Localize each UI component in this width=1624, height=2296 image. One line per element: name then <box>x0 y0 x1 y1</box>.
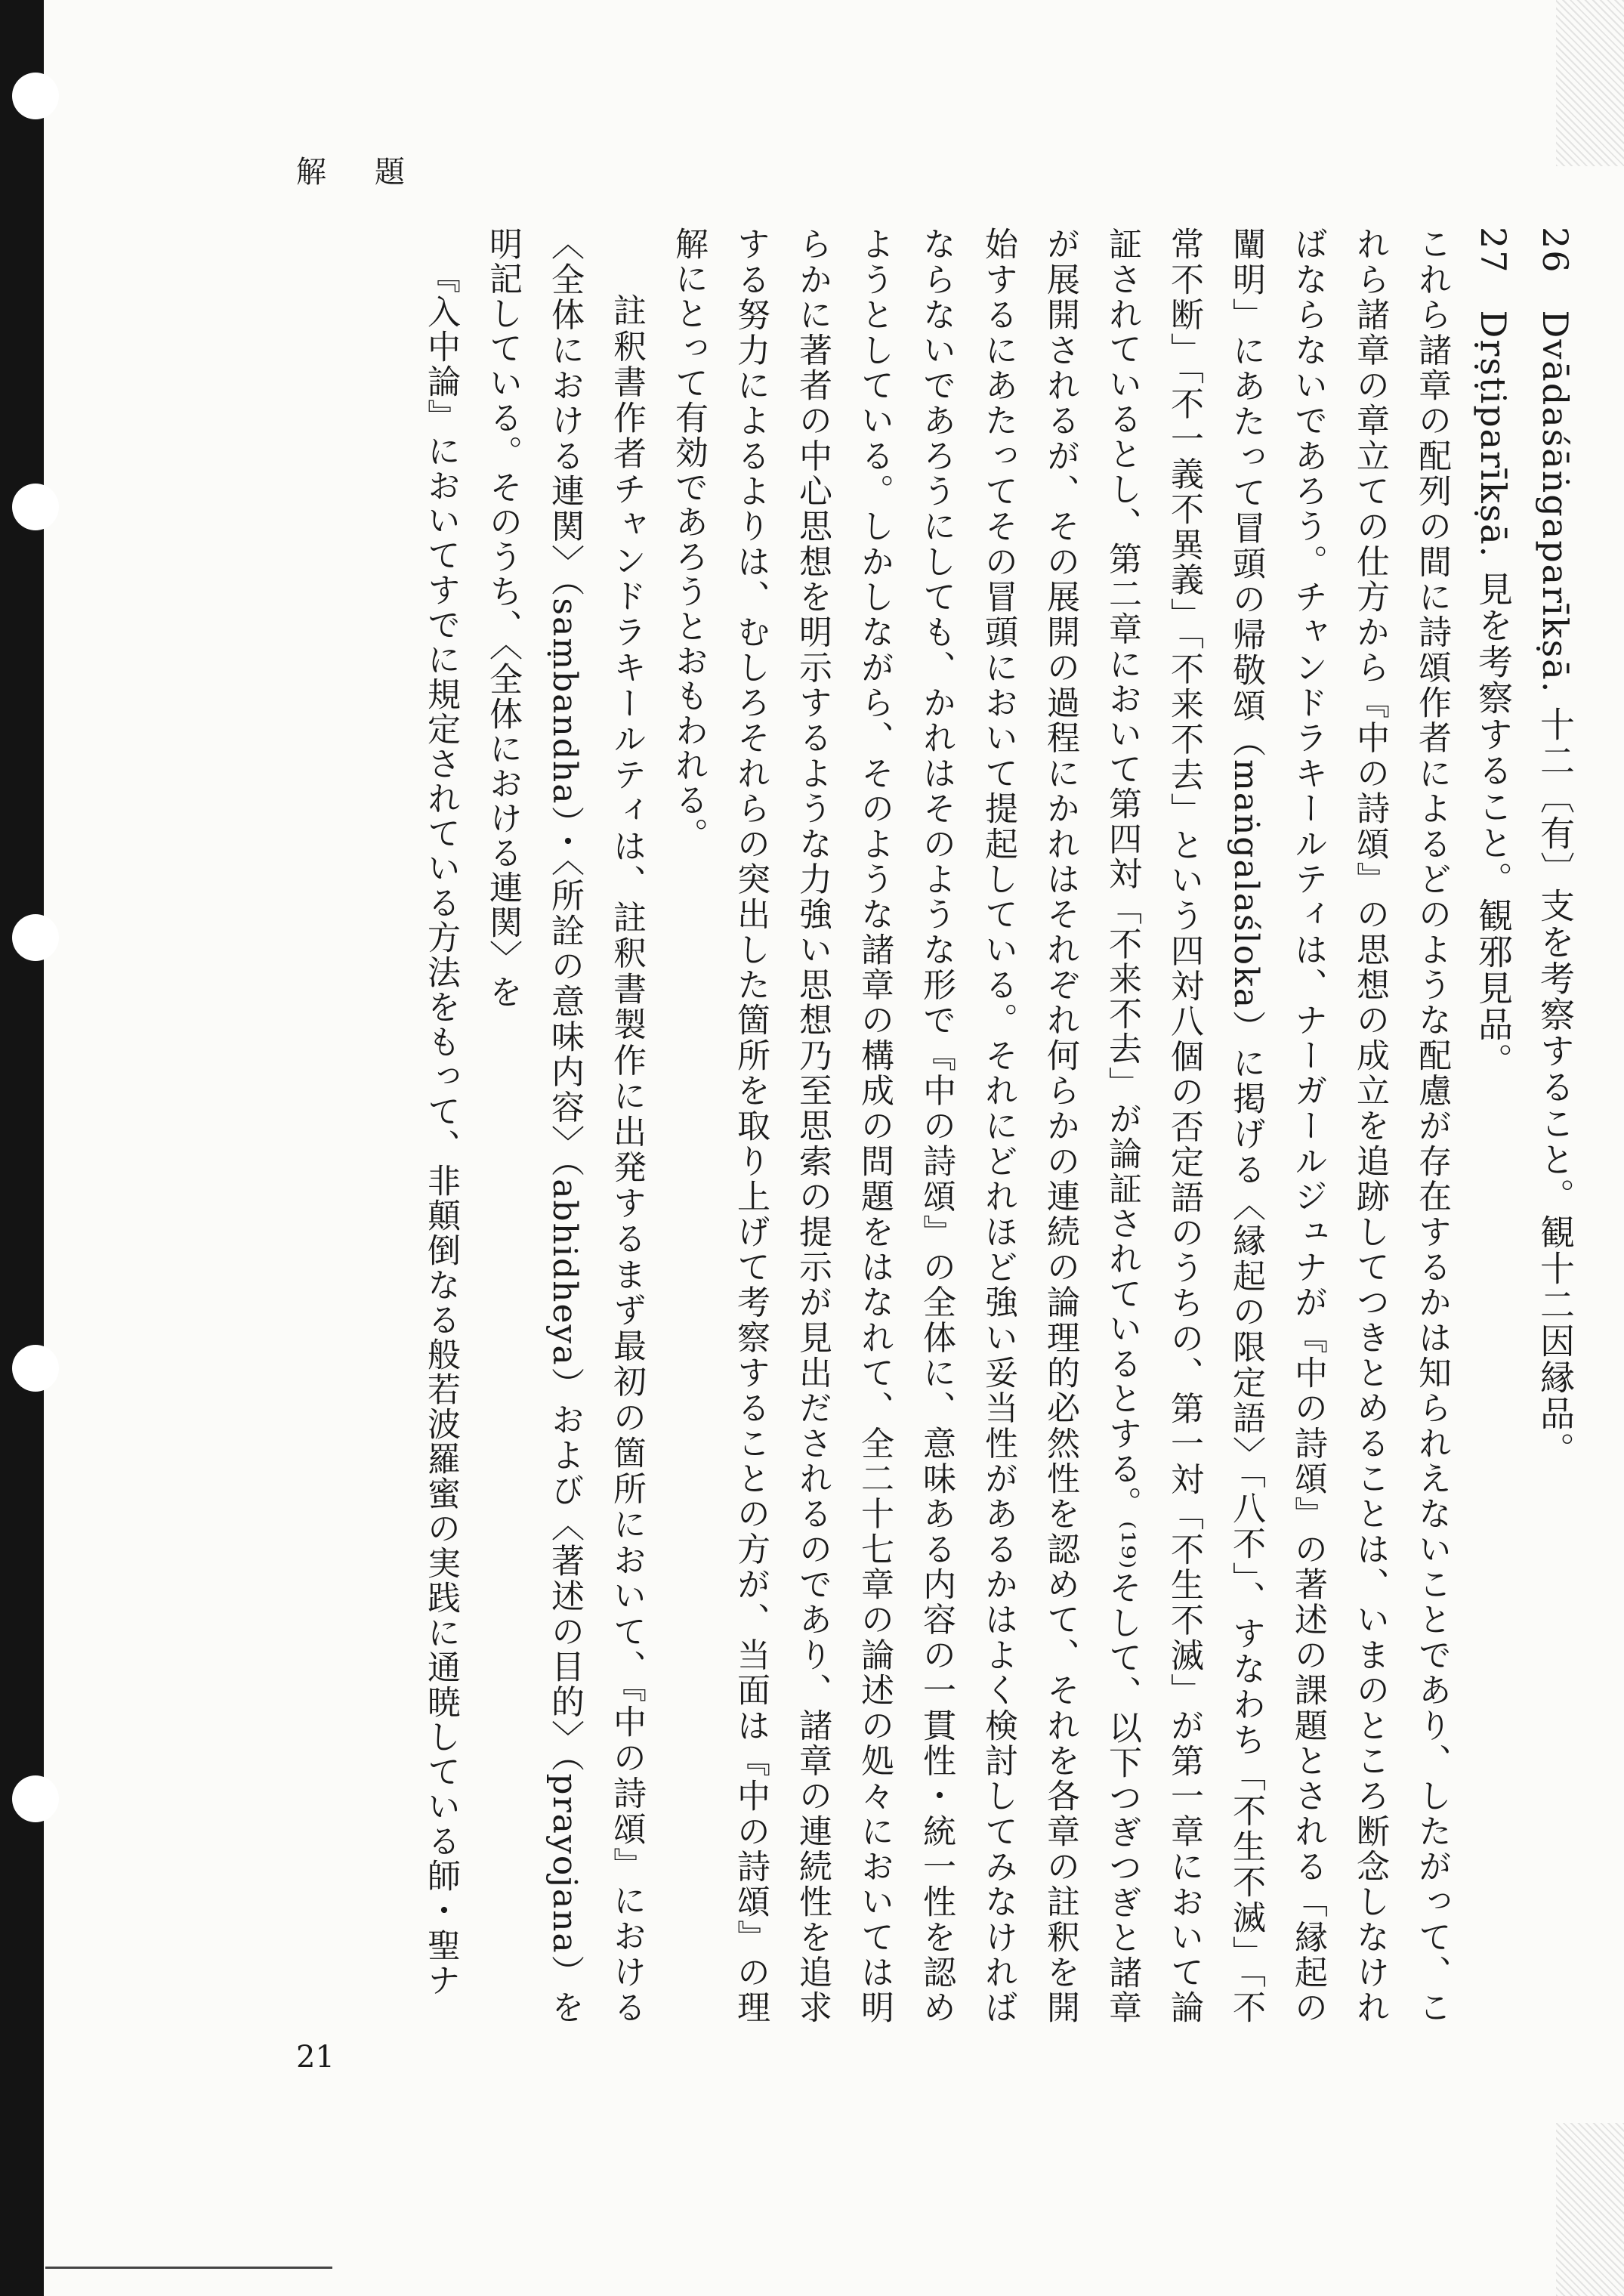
punch-hole <box>12 914 59 961</box>
body-paragraph: 註釈書作者チャンドラキールティは、註釈書製作に出発するまず最初の箇所において、『中の詩頌』における〈全体における連関〉（saṃbandha）・〈所詮の意味内容〉（abhidheya）および〈著述の目的〉（prayojana）を明記している。そのうち、〈全体における連関〉を <box>483 227 646 2025</box>
body-paragraph: これら諸章の配列の間に詩頌作者によるどのような配慮が存在するかは知られえないことであり、したがって、これら諸章の章立ての仕方から『中の詩頌』の思想の成立を追跡してつきとめることは、いまのところ断念しなければならないであろう。チャンドラキールティは、ナーガールジュナが『中の詩頌』の著述の課題とされる「縁起の闡明」にあたって冒頭の帰敬頌（maṅgalaśloka）に掲げる〈縁起の限定語〉「八不」、すなわち「不生不滅」「不常不断」「不一義不異義」「不来不去」という四対八個の否定語のうちの、第一対「不生不滅」が第一章において論証されているとし、第二章において第四対「不来不去」が論証されているとする。⁽¹⁹⁾そして、以下つぎつぎと諸章が展開されるが、その展開の過程にかれはそれぞれ何らかの連続の論理的必然性を認めて、それを各章の註釈を開始するにあたってその冒頭において提起している。それにどれほど強い妥当性があるかはよく検討してみなければならないであろうにしても、かれはそのような形で『中の詩頌』の全体に、意味ある内容の一貫性・統一性を認めようとしている。しかしながら、そのような諸章の構成の問題をはなれて、全二十七章の論述の処々においては明らかに著者の中心思想を明示するような力強い思想乃至思索の提示が見出だされるのであり、諸章の連続性を追求する努力によるよりは、むしろそれらの突出した箇所を取り上げて考察することの方が、当面は『中の詩頌』の理解にとって有効であろうとおもわれる。 <box>669 227 1451 2025</box>
vertical-text-body <box>242 227 1586 2025</box>
scan-noise <box>1556 0 1624 166</box>
chapter-entry-26: 26 Dvādaśāṅgaparīkṣā. 十二〔有〕支を考察すること。観十二因縁品。 <box>1535 227 1576 1468</box>
quote-paragraph: 『入中論』においてすでに規定されている方法をもって、非顛倒なる般若波羅蜜の実践に通暁している師・聖ナ <box>421 260 460 1998</box>
punch-hole <box>12 1345 59 1392</box>
footer-rule <box>45 2267 332 2269</box>
page-number: 21 <box>296 2040 335 2075</box>
scan-noise <box>1556 2123 1624 2296</box>
punch-hole <box>12 1775 59 1822</box>
running-header: 解題 <box>296 155 453 190</box>
binding-edge <box>0 0 44 2296</box>
chapter-entry-27: 27 Dṛṣṭiparīkṣā. 見を考察すること。観邪見品。 <box>1473 227 1514 1079</box>
punch-hole <box>12 484 59 530</box>
punch-hole <box>12 73 59 119</box>
